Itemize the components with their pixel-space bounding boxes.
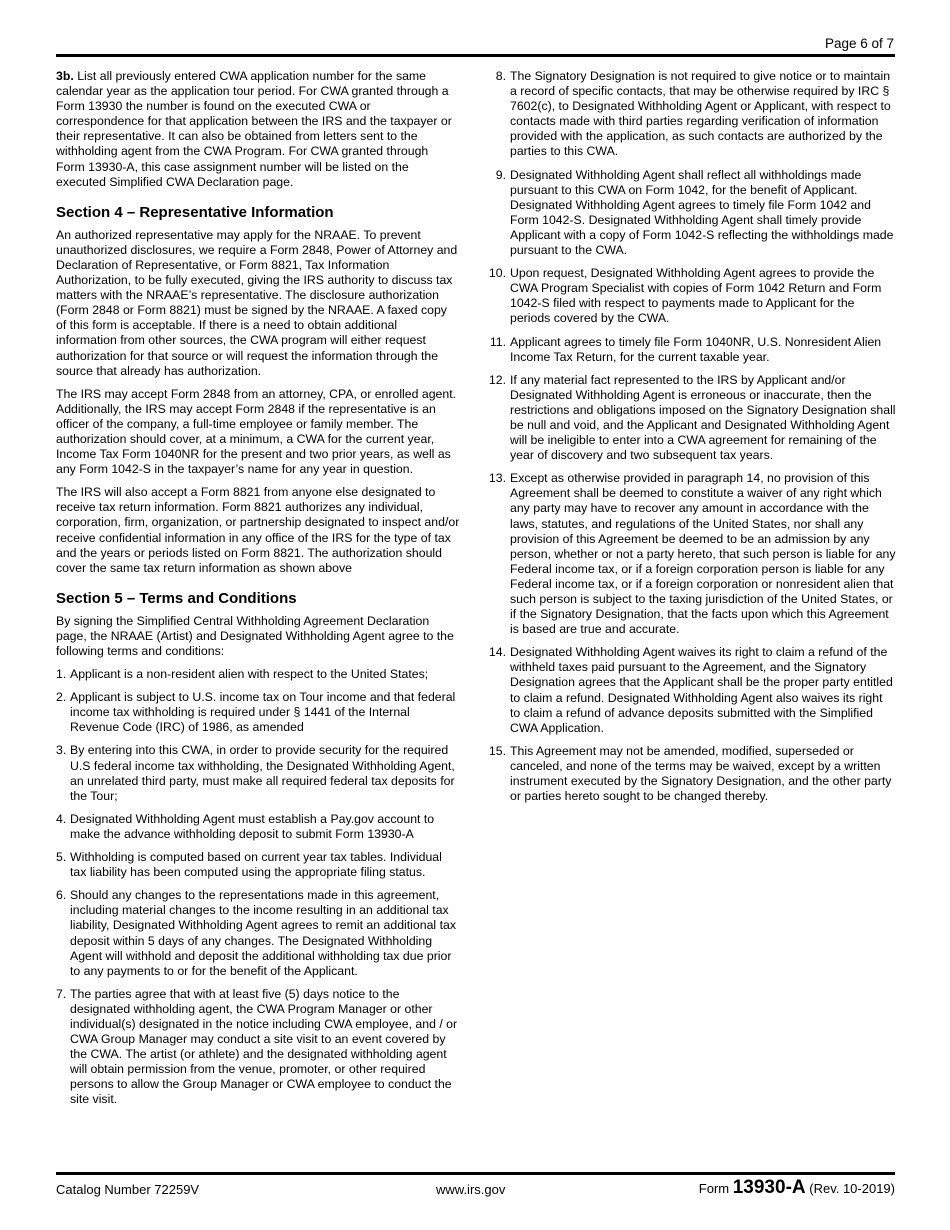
section4-paragraph: An authorized representative may apply for the NRAAE. To prevent unauthorized disclosures, we require a Form 2848, Power of Attorney and Declaration of Representative, or Form 8821, Tax Information Authorization, to be fully executed, giving the IRS authority to discuss tax matters with the NRAAE’s representative. The disclosure authorization (Form 2848 or Form 8821) must be signed by the NRAAE. A faxed copy of this form is acceptable. If there is a need to obtain additional information from other sources, the CWA program will either request authorization for that source or will request the information through the source that already has authorization. [56,227,458,378]
item-text: Applicant is subject to U.S. income tax on Tour income and that federal income tax withholding is required under § 1441 of the Internal Revenue Code (IRC) of 1986, as amended [70,690,456,735]
item-number: 5. [56,850,67,865]
list-item [56,743,460,803]
item-number: 14. [488,645,506,660]
item-number: 3. [56,743,67,758]
item-text: Designated Withholding Agent waives its right to claim a refund of the withheld taxes paid pursuant to the Agreement, and the Signatory Designation agrees that the Applicant shall be the proper party entitled to claim a refund. Designated Withholding Agent also waives its right to claim a refund of advance deposits submitted with the Simplified CWA Application. [510,645,893,735]
item-text: By entering into this CWA, in order to provide security for the required U.S federal income tax withholding, the Designated Withholding Agent, an unrelated third party, must make all required federal tax deposits for the Tour; [70,743,455,803]
footer [56,1177,895,1201]
item-text: Upon request, Designated Withholding Agent agrees to provide the CWA Program Specialist with copies of Form 1042 Return and Form 1042-S filed with respect to payments made to Applicant for the periods covered by the CWA. [510,266,882,326]
list-item [484,69,896,160]
section4-paragraph: The IRS will also accept a Form 8821 from anyone else designated to receive tax return information. Form 8821 authorizes any individual, corporation, firm, organization, or partnership designated to inspect and/or receive confidential information in any office of the IRS for the type of tax and the years or periods listed on Form 8821. The authorization should cover the same tax return information as shown above [56,485,460,575]
intro-label: 3b. [56,69,74,83]
item-number: 6. [56,888,67,903]
item-number: 4. [56,811,67,826]
item-text: Withholding is computed based on current year tax tables. Individual tax liability has been computed using the appropriate filing status. [70,850,442,880]
list-item [56,690,460,735]
item-number: 12. [488,372,506,387]
item-number: 1. [56,667,67,682]
item-text: The Signatory Designation is not required to give notice or to maintain a record of specific contacts, that may be otherwise required by IRC § 7602(c), to Designated Withholding Agent or Applicant, with respect to contacts made with third parties regarding verification of information provided with the application, as such contacts are authorized by the parties to this CWA. [510,69,891,159]
list-item [484,266,896,326]
item-number: 15. [488,743,506,758]
list-item [56,812,460,842]
item-text: Applicant agrees to timely file Form 1040NR, U.S. Nonresident Alien Income Tax Return, for the current taxable year. [510,334,882,364]
header-rule [56,54,895,57]
left-column [56,69,460,1116]
list-item [56,667,460,682]
footer-rule [56,1172,895,1175]
section5-heading: Section 5 – Terms and Conditions [56,589,297,607]
item-number: 8. [495,69,506,83]
list-item [56,987,460,1108]
list-item [56,850,460,880]
form-revision: (Rev. 10-2019) [809,1181,895,1196]
list-item [484,645,896,736]
form-identifier [699,1177,895,1199]
page-number: Page 6 of 7 [824,36,894,51]
item-text: Applicant is a non-resident alien with respect to the United States; [70,667,429,682]
intro-paragraph [56,69,460,190]
catalog-number: Catalog Number 72259V [56,1182,200,1197]
item-number: 10. [488,266,506,281]
list-item [484,744,896,804]
item-number: 11. [489,334,506,349]
section4-paragraph: The IRS may accept Form 2848 from an attorney, CPA, or enrolled agent. Additionally, the IRS may accept Form 2848 if the representative is an officer of the company, a full-time employee or family member. The authorization should cover, at a minimum, a CWA for the current year, Income Tax Form 1040NR for the present and two prior years, as well as any Form 1042-S in the taxpayer’s name for any year in question. [56,386,457,477]
item-number: 13. [488,471,506,486]
item-text: The parties agree that with at least five (5) days notice to the designated withholding agent, the CWA Program Manager or other individual(s) designated in the notice including CWA employee, and / or CWA Group Manager may conduct a site visit to an event covered by the CWA. The artist (or athlete) and the designated withholding agent will obtain permission from the venue, promoter, or other required persons to allow the Group Manager or CWA employee to conduct the site visit. [70,986,458,1107]
item-text: Should any changes to the representations made in this agreement, including material changes to the income resulting in an additional tax liability, Designated Withholding Agent agrees to remit an additional tax deposit within 5 days of any changes. The Designated Withholding Agent will withhold and deposit the additional withholding tax due prior to any payments to or for the benefit of the Applicant. [70,888,456,978]
item-number: 7. [56,986,67,1001]
item-text: Except as otherwise provided in paragraph 14, no provision of this Agreement shall be deemed to constitute a waiver of any right which any party may have to recover any amount in accordance with the laws, statutes, and regulations of the United States, nor shall any provision of this Agreement be deemed to be an admission by any person, whether or not a party hereto, that such person is liable for any Federal income tax, or if a foreign corporation person is liable for any Federal income tax, or if a foreign corporation or nonresident alien that such person is subject to the taxing jurisdiction of the United States, or if the Signatory Designation, that the facts upon which this Agreement is based are true and accurate. [510,471,896,637]
form-prefix: Form [698,1181,730,1196]
list-item [484,373,896,464]
website-link[interactable]: www.irs.gov [436,1182,506,1197]
item-number: 9. [495,167,506,182]
list-item [56,888,460,979]
list-item [484,471,896,637]
item-text: If any material fact represented to the IRS by Applicant and/or Designated Withholding Agent is erroneous or inaccurate, then the restrictions and obligations imposed on the Signatory Designation shall be null and void, and the Applicant and Designated Withholding Agent will be ineligible to enter into a CWA agreement for remaining of the year of discovery and two subsequent tax years. [510,372,896,463]
intro-text: List all previously entered CWA application number for the same calendar year as the application tour period. For CWA granted through a Form 13930 the number is found on the executed CWA or correspondence for that application between the IRS and the taxpayer or their representative. It can also be obtained from letters sent to the withholding agent from the CWA Program. For CWA granted through Form 13930-A, this case assignment number will be listed on the executed Simplified CWA Declaration page. [56,69,452,189]
right-column [484,69,896,812]
list-item [484,335,896,365]
section5-intro: By signing the Simplified Central Withholding Agreement Declaration page, the NRAAE (Artist) and Designated Withholding Agent agree to the following terms and conditions: [56,613,454,658]
item-text: Designated Withholding Agent must establish a Pay.gov account to make the advance withholding deposit to submit Form 13930-A [70,811,435,841]
form-number: 13930-A [732,1177,806,1198]
item-text: This Agreement may not be amended, modified, superseded or canceled, and none of the terms may be waived, except by a written instrument executed by the Signatory Designation, and the other party or parties hereto sought to be changed thereby. [510,743,892,804]
section4-heading: Section 4 – Representative Information [56,203,334,221]
item-text: Designated Withholding Agent shall reflect all withholdings made pursuant to this CWA on Form 1042, for the benefit of Applicant. Designated Withholding Agent agrees to timely file Form 1042 and Form 1042-S. Designated Withholding Agent shall timely provide Applicant with a copy of Form 1042-S reflecting the withholdings made pursuant to the CWA. [510,167,894,258]
item-number: 2. [56,690,67,705]
list-item [484,168,896,259]
